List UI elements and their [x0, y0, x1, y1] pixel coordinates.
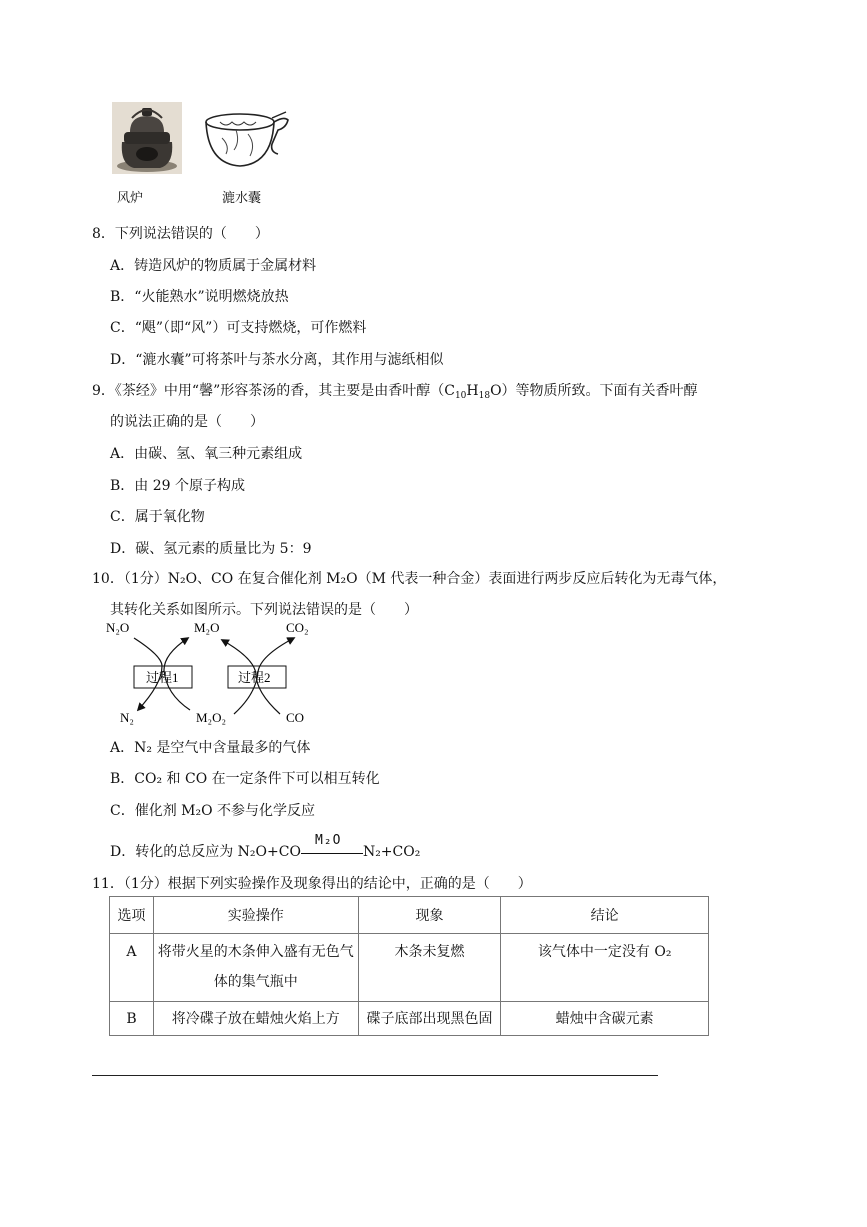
- q9-stem-line1: 9．《茶经》中用“馨”形容茶汤的香，其主要是由香叶醇$(C_{10}H_{18}O)$等物质所致。下面有关香叶醇: [92, 383, 698, 401]
- q10-stem-line2: 其转化关系如图所示。下列说法错误的是（ ）: [110, 602, 418, 618]
- furnace-image: [112, 102, 182, 174]
- header-phenomenon: 现象: [358, 897, 501, 934]
- experiment-table: [109, 896, 709, 1036]
- label-co2: CO₂: [286, 620, 309, 635]
- q10-stem-line1: 10．（1分）N₂O、CO 在复合催化剂 M₂O（M 代表一种合金）表面进行两步反应后转化为无毒气体，: [92, 571, 727, 587]
- strainer-bag-caption: 漉水囊: [222, 191, 262, 206]
- label-co: CO: [286, 710, 305, 725]
- label-m2o: M₂O: [194, 620, 220, 635]
- strainer-bag-image: [200, 108, 292, 174]
- q8-option-a: A．铸造风炉的物质属于金属材料: [110, 258, 317, 274]
- q9-option-d: D．碳、氢元素的质量比为 5：9: [110, 541, 312, 557]
- q8-stem: 8．下列说法错误的（ ）: [92, 226, 269, 242]
- footer-rule: [92, 1075, 658, 1076]
- header-operation: 实验操作: [153, 897, 358, 934]
- table-header-row: [110, 897, 709, 934]
- label-m2o2: M₂O₂: [196, 710, 227, 725]
- q8-option-d: D．“漉水囊”可将茶叶与茶水分离，其作用与滤纸相似: [110, 352, 444, 368]
- q9-option-b: B．由 29 个原子构成: [110, 478, 246, 494]
- row-a-operation: 将带火星的木条伸入盛有无色气 体的集气瓶中: [153, 934, 358, 1002]
- reaction-diagram: [104, 618, 334, 730]
- row-b-operation: 将冷碟子放在蜡烛火焰上方: [153, 1002, 358, 1036]
- table-row: [110, 934, 709, 1002]
- row-a-phenomenon: 木条未复燃: [358, 934, 501, 1002]
- q10-option-c: C．催化剂 M₂O 不参与化学反应: [110, 803, 316, 819]
- label-process1: 过程1: [146, 670, 179, 685]
- table-row: [110, 1002, 709, 1036]
- label-n2o: N₂O: [106, 620, 130, 635]
- q11-stem: 11．（1分）根据下列实验操作及现象得出的结论中，正确的是（ ）: [92, 876, 532, 892]
- q9-option-a: A．由碳、氢、氧三种元素组成: [110, 446, 303, 462]
- row-a-conclusion: 该气体中一定没有 O₂: [501, 934, 709, 1002]
- row-b-option: B: [110, 1002, 154, 1036]
- q9-option-c: C．属于氧化物: [110, 509, 205, 525]
- q10-option-a: A．N₂ 是空气中含量最多的气体: [110, 740, 311, 756]
- q8-option-b: B．“火能熟水”说明燃烧放热: [110, 289, 289, 305]
- furnace-caption: 风炉: [117, 191, 144, 206]
- label-n2: N₂: [120, 710, 134, 725]
- row-b-phenomenon: 碟子底部出现黑色固: [358, 1002, 501, 1036]
- q8-option-c: C．“飓”（即“风”）可支持燃烧，可作燃料: [110, 320, 367, 336]
- q9-stem-line2: 的说法正确的是（ ）: [110, 414, 264, 430]
- q10-option-d: D．转化的总反应为 N₂O+CO M₂O N₂+CO₂: [110, 833, 421, 860]
- label-process2: 过程2: [238, 670, 271, 685]
- catalyst-over-arrow: M₂O: [301, 843, 363, 861]
- header-conclusion: 结论: [501, 897, 709, 934]
- row-a-option: A: [110, 934, 154, 1002]
- q10-option-b: B．CO₂ 和 CO 在一定条件下可以相互转化: [110, 771, 380, 787]
- header-option: 选项: [110, 897, 154, 934]
- row-b-conclusion: 蜡烛中含碳元素: [501, 1002, 709, 1036]
